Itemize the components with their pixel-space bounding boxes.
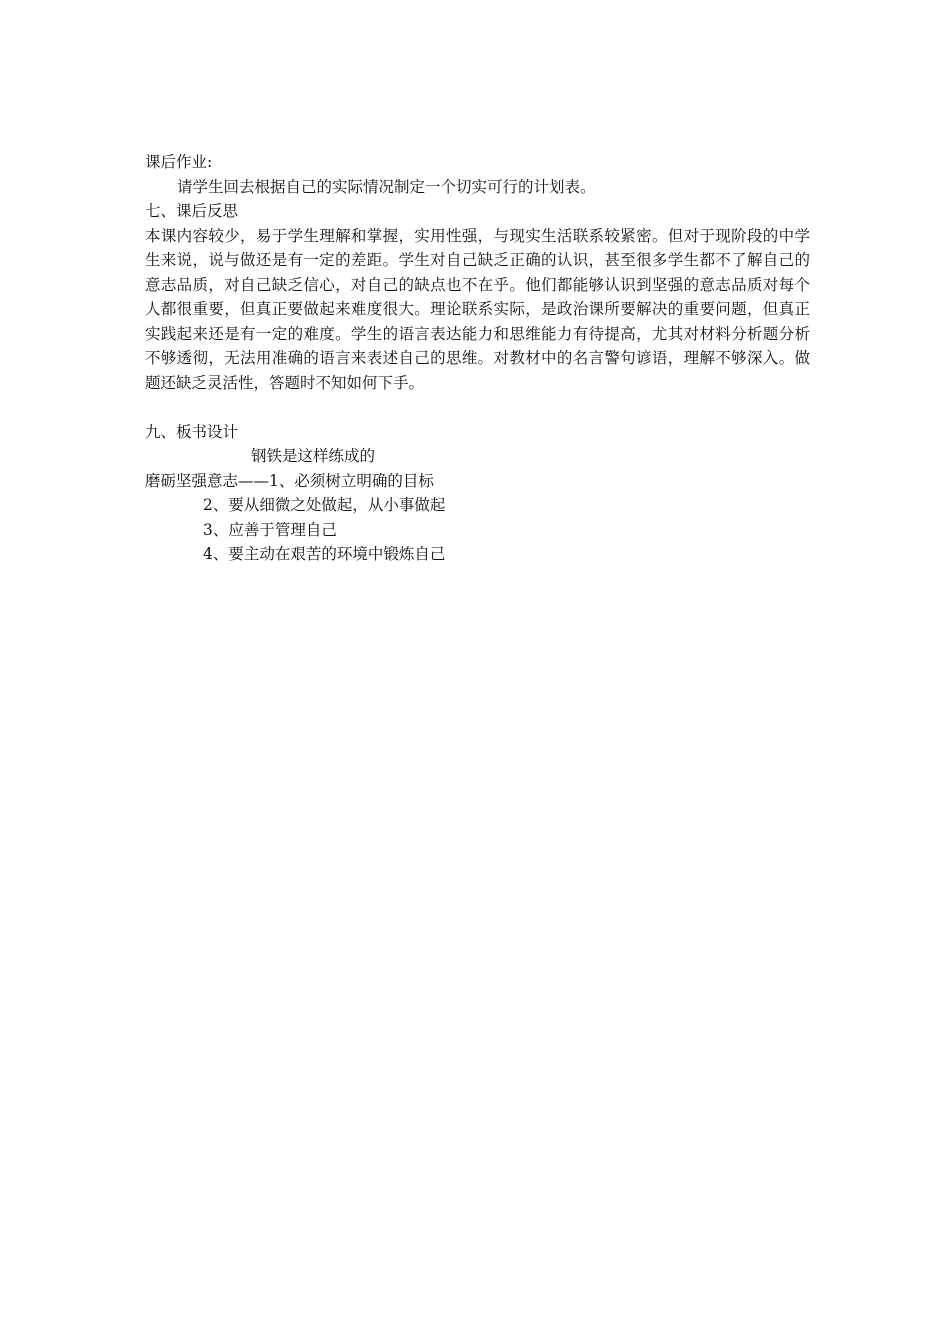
document-body [145, 150, 810, 567]
board-first-line: 磨砺坚强意志——1、必须树立明确的目标 [145, 471, 434, 490]
reflection-paragraph: 本课内容较少，易于学生理解和掌握，实用性强，与现实生活联系较紧密。但对于现阶段的中学生来说，说与做还是有一定的差距。学生对自己缺乏正确的认识，甚至很多学生都不了解自己的意志品质，对自己缺乏信心，对自己的缺点也不在乎。他们都能够认识到坚强的意志品质对每个人都很重要，但真正要做起来难度很大。理论联系实际，是政治课所要解决的重要问题，但真正实践起来还是有一定的难度。学生的语言表达能力和思维能力有待提高，尤其对材料分析题分析不够透彻，无法用准确的语言来表述自己的思维。对教材中的名言警句谚语，理解不够深入。做题还缺乏灵活性，答题时不知如何下手。 [145, 226, 810, 392]
board-item-4: 4、要主动在艰苦的环境中锻炼自己 [203, 545, 446, 563]
homework-heading: 课后作业: [145, 153, 213, 171]
board-item-2: 2、要从细微之处做起，从小事做起 [203, 496, 446, 514]
board-item-3: 3、应善于管理自己 [203, 520, 337, 539]
board-title: 钢铁是这样练成的 [251, 447, 376, 465]
reflection-heading: 七、课后反思 [145, 202, 239, 220]
board-heading: 九、板书设计 [145, 422, 239, 441]
homework-text: 请学生回去根据自己的实际情况制定一个切实可行的计划表。 [177, 177, 596, 196]
blank-line [145, 395, 810, 420]
